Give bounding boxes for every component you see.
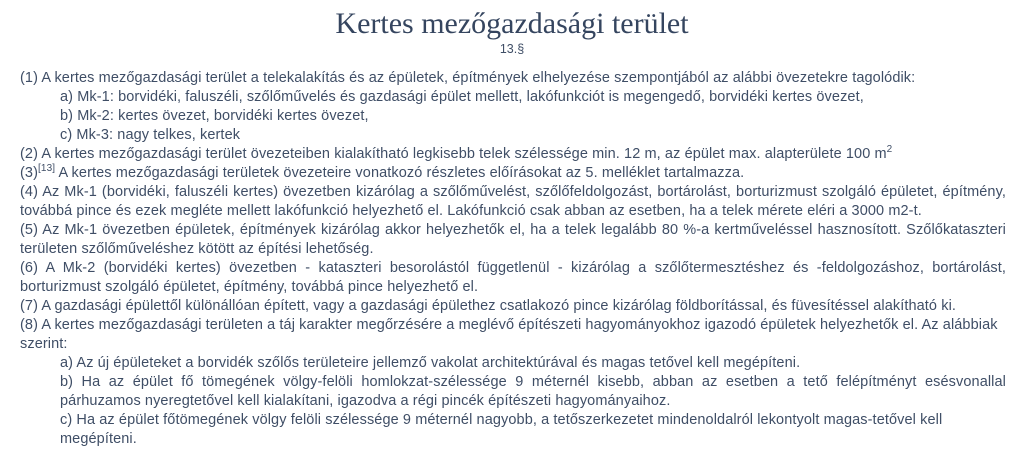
paragraph xyxy=(20,107,1006,126)
superscript-reference: 2 xyxy=(886,144,893,156)
paragraph xyxy=(20,145,1006,164)
superscript-reference: [13] xyxy=(38,163,56,175)
paragraph-text: a) Mk-1: borvidéki, faluszéli, szőlőművelés és gazdasági épület mellett, lakófunkciót is megengedő, borvidéki kertes övezet, xyxy=(60,89,864,105)
paragraph-text: b) Mk-2: kertes övezet, borvidéki kertes övezet, xyxy=(60,108,369,124)
paragraph-text: a) Az új épületeket a borvidék szőlős területeire jellemző vakolat architektúrával és magas tetővel kell megépíteni. xyxy=(60,355,801,371)
page-title: Kertes mezőgazdasági terület xyxy=(335,7,689,40)
paragraph-text: (3) xyxy=(20,165,39,181)
paragraph-text: c) Ha az épület főtömegének völgy felöli szélessége 9 méternél nagyobb, a tetőszerkezetet mindenoldalról lekontyolt magas-tetővel kell megépíteni. xyxy=(60,412,943,447)
paragraph xyxy=(20,316,1006,354)
paragraph xyxy=(20,354,1006,373)
paragraph-text: (7) A gazdasági épülettől különállóan épített, vagy a gazdasági épülethez csatlakozó pince kizárólag földborítással, és füvesítéssel alakítható ki. xyxy=(20,298,957,314)
section-number: 13.§ xyxy=(499,42,525,56)
paragraph xyxy=(20,411,1006,449)
paragraph xyxy=(20,259,1006,297)
paragraph-text: (2) A kertes mezőgazdasági terület övezeteiben kialakítható legkisebb telek szélessége min. 12 m, az épület max. alapterülete 100 m xyxy=(20,146,887,162)
paragraph xyxy=(20,88,1006,107)
paragraph-text: b) Ha az épület fő tömegének völgy-felöli homlokzat-szélessége 9 méternél kisebb, abban az esetben a tető felépítményt esésvonallal párhuzamos nyeregtetővel kell kialakítani, igazodva a régi pincék építészeti hagyományaihoz. xyxy=(60,374,1006,409)
paragraph-text: A kertes mezőgazdasági területek övezeteire vonatkozó részletes előírásokat az 5. melléklet tartalmazza. xyxy=(55,165,745,181)
paragraph-text: c) Mk-3: nagy telkes, kertek xyxy=(60,127,241,143)
paragraph xyxy=(20,373,1006,411)
paragraph-text: (1) A kertes mezőgazdasági terület a telekalakítás és az épületek, építmények elhelyezése szempontjából az alábbi övezetekre tagolódik: xyxy=(20,70,916,86)
paragraph xyxy=(20,126,1006,145)
paragraph xyxy=(20,183,1006,221)
document-body xyxy=(0,57,1024,449)
paragraph xyxy=(20,221,1006,259)
paragraph-text: (4) Az Mk-1 (borvidéki, faluszéli kertes) övezetben kizárólag a szőlőművelést, szőlőfeldolgozást, bortárolást, borturizmust szolgáló épületet, építmény, továbbá pince és ezek megléte mellett lakófunkció helyezhető el. Lakófunkció csak abban az esetben, ha a telek mérete eléri a 3000 m2-t. xyxy=(20,184,1006,219)
paragraph-text: (8) A kertes mezőgazdasági területen a táj karakter megőrzésére a meglévő építészeti hagyományokhoz igazodó épületek helyezhetők el. Az alábbiak szerint: xyxy=(20,317,998,352)
paragraph-text: (5) Az Mk-1 övezetben épületek, építmények kizárólag akkor helyezhetők el, ha a telek legalább 80 %-a kertműveléssel hasznosított. Szőlőkataszteri területen szőlőműveléshez kötött az építési lehetőség. xyxy=(20,222,1006,257)
paragraph-text: (6) A Mk-2 (borvidéki kertes) övezetben - kataszteri besorolástól függetlenül - kizárólag a szőlőtermesztéshez és -feldolgozáshoz, bortárolást, borturizmust szolgáló épületet, építmény, továbbá pince helyezhető el. xyxy=(20,260,1006,295)
paragraph xyxy=(20,164,1006,183)
paragraph xyxy=(20,297,1006,316)
paragraph xyxy=(20,69,1006,88)
